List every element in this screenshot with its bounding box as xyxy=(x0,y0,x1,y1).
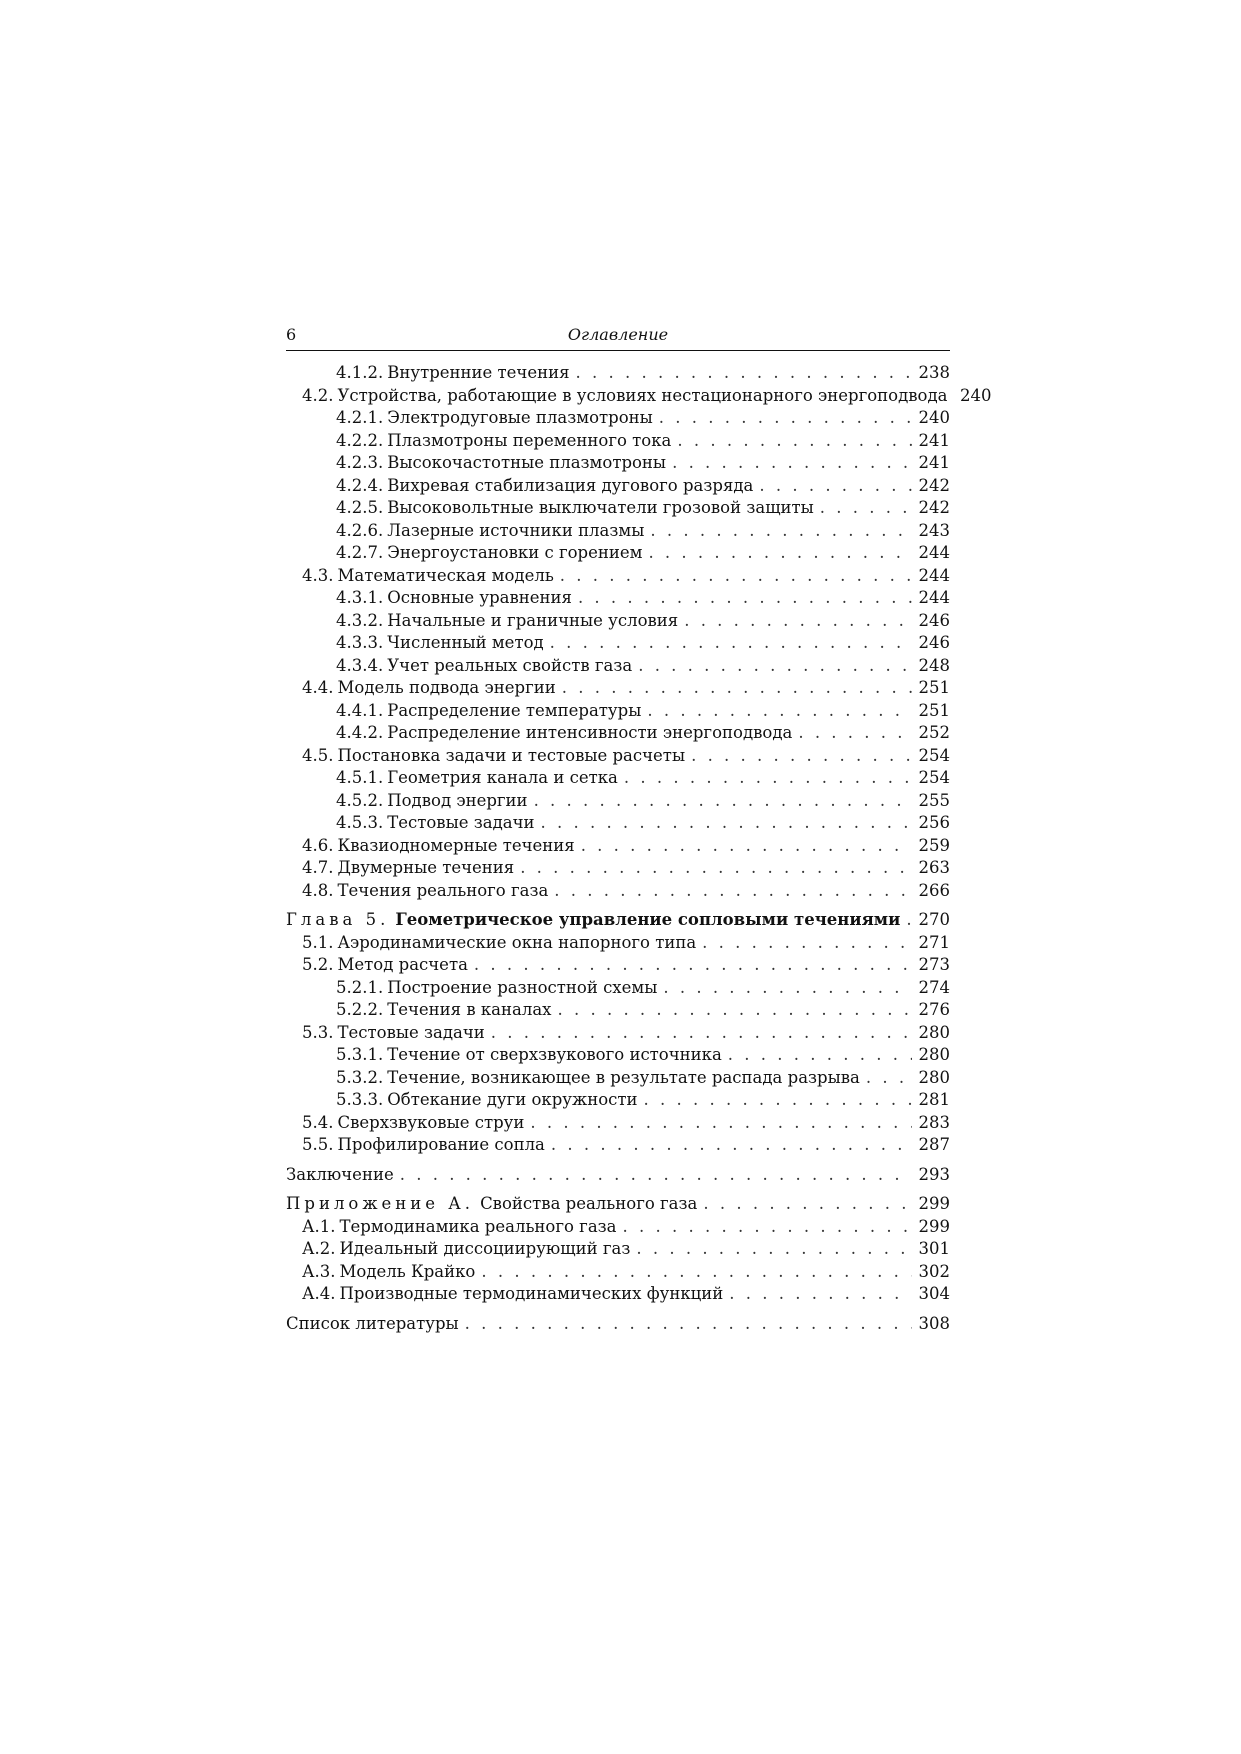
toc-title: Заключение xyxy=(286,1164,394,1184)
toc-entry xyxy=(286,1112,950,1135)
toc-entry xyxy=(286,812,950,835)
toc-entry xyxy=(286,932,950,955)
toc-entry xyxy=(286,722,950,745)
dot-leader xyxy=(581,835,912,858)
toc-section-number: 5.3.1. xyxy=(336,1045,384,1064)
toc-page-number: 241 xyxy=(918,453,950,472)
toc-section-number: А.4. xyxy=(302,1284,336,1303)
dot-leader xyxy=(623,1216,912,1239)
toc-page-number: 266 xyxy=(918,880,950,900)
toc-page-number: 308 xyxy=(918,1313,950,1333)
toc-section-number: 5.3.3. xyxy=(336,1090,384,1109)
toc-entry xyxy=(286,1134,950,1157)
toc-section-number: А.3. xyxy=(302,1261,336,1281)
toc-section-number: 4.1.2. xyxy=(336,363,384,382)
page-number: 6 xyxy=(286,325,297,344)
toc-title: Двумерные течения xyxy=(337,858,515,877)
dot-leader xyxy=(576,362,913,385)
toc-page-number: 281 xyxy=(918,1090,950,1109)
dot-leader xyxy=(578,587,912,610)
toc-section-number: 4.2.4. xyxy=(336,475,384,495)
toc-entry xyxy=(286,542,950,565)
toc-page-number: 242 xyxy=(918,498,950,517)
toc-section-number: 4.2.5. xyxy=(336,498,384,517)
toc-section-number: 4.5.2. xyxy=(336,790,384,810)
toc-title: Список литературы xyxy=(286,1313,459,1333)
toc-entry xyxy=(286,1022,950,1045)
toc-entry xyxy=(286,475,950,498)
dot-leader xyxy=(702,932,912,955)
toc-entry xyxy=(286,587,950,610)
dot-leader xyxy=(562,677,912,700)
running-title: Оглавление xyxy=(567,325,669,344)
toc-page-number: 287 xyxy=(918,1135,950,1154)
toc-entry xyxy=(286,1164,950,1187)
dot-leader xyxy=(648,542,912,565)
toc-section-number: А.2. xyxy=(302,1239,336,1258)
toc-entry xyxy=(286,385,992,408)
dot-leader xyxy=(798,722,912,745)
toc-page-number: 263 xyxy=(918,858,950,877)
toc-entry xyxy=(286,1089,950,1112)
toc-title: Построение разностной схемы xyxy=(387,977,658,997)
toc-title: Электродуговые плазмотроны xyxy=(387,408,653,427)
running-header xyxy=(286,322,950,351)
toc-title: Тестовые задачи xyxy=(337,1022,485,1042)
dot-leader xyxy=(551,1134,912,1157)
dot-leader xyxy=(759,475,912,498)
toc-section-number: 4.8. xyxy=(302,880,334,900)
toc-section-number: 5.5. xyxy=(302,1135,334,1154)
toc-section-number: 4.3.3. xyxy=(336,633,384,652)
toc-page-number: 276 xyxy=(918,1000,950,1019)
toc-entry xyxy=(286,1044,950,1067)
dot-leader xyxy=(729,1283,912,1306)
toc-page-number: 283 xyxy=(918,1112,950,1132)
toc-title: Внутренние течения xyxy=(387,363,570,382)
toc-title: Численный метод xyxy=(387,633,544,652)
toc-page-number: 280 xyxy=(918,1067,950,1087)
dot-leader xyxy=(703,1193,912,1216)
toc-title: Математическая модель xyxy=(337,565,554,585)
dot-leader xyxy=(534,790,912,813)
toc-page-number: 293 xyxy=(918,1164,950,1184)
toc-title: Энергоустановки с горением xyxy=(387,543,643,562)
toc-title: Распределение температуры xyxy=(387,700,642,720)
toc-section-number: 4.3.4. xyxy=(336,655,384,675)
dot-leader xyxy=(659,407,912,430)
toc-title: Модель подвода энергии xyxy=(337,678,556,697)
toc-entry xyxy=(286,999,950,1022)
toc-page-number: 270 xyxy=(918,910,950,929)
toc-page-number: 248 xyxy=(918,655,950,675)
toc-entry xyxy=(286,407,950,430)
toc-title: Высокочастотные плазмотроны xyxy=(387,453,667,472)
toc-title: Распределение интенсивности энергоподвода xyxy=(387,723,793,742)
toc-title: Геометрическое управление сопловыми течениями xyxy=(395,910,901,929)
dot-leader xyxy=(906,909,912,932)
toc-entry xyxy=(286,880,950,903)
toc-section-number: 5.4. xyxy=(302,1112,334,1132)
dot-leader xyxy=(820,497,912,520)
toc-title: Течения реального газа xyxy=(337,880,549,900)
toc-title: Постановка задачи и тестовые расчеты xyxy=(337,745,686,765)
toc-section-number: 4.2.2. xyxy=(336,430,384,450)
toc-section-number: 4.2.7. xyxy=(336,543,384,562)
toc-section-number: 4.4.1. xyxy=(336,700,384,720)
toc-entry xyxy=(286,857,950,880)
toc-section-number: 4.6. xyxy=(302,835,334,855)
toc-title: Подвод энергии xyxy=(387,790,528,810)
toc-title: Устройства, работающие в условиях нестационарного энергоподвода xyxy=(337,385,948,405)
dot-leader xyxy=(672,452,912,475)
dot-leader xyxy=(550,632,912,655)
toc-section-number: 5.1. xyxy=(302,932,334,952)
toc-page-number: 251 xyxy=(918,700,950,720)
toc-entry xyxy=(286,452,950,475)
toc-entry xyxy=(286,497,950,520)
toc-page-number: 244 xyxy=(918,565,950,585)
dot-leader xyxy=(647,700,912,723)
toc-entry xyxy=(286,954,950,977)
toc-entry xyxy=(286,655,950,678)
toc-section-number: 4.5.3. xyxy=(336,813,384,832)
toc-page-number: 241 xyxy=(918,430,950,450)
toc-entry xyxy=(286,610,950,633)
toc-section-number: 5.3. xyxy=(302,1022,334,1042)
toc-page-number: 273 xyxy=(918,955,950,974)
dot-leader xyxy=(684,610,912,633)
toc-entry xyxy=(286,1238,950,1261)
toc-page-number: 254 xyxy=(918,768,950,787)
toc-chapter-entry xyxy=(286,1193,950,1216)
toc-title: Термодинамика реального газа xyxy=(339,1216,617,1236)
toc-page-number: 238 xyxy=(918,363,950,382)
toc-page-number: 304 xyxy=(918,1284,950,1303)
toc-section-number: 4.4.2. xyxy=(336,723,384,742)
toc-section-number: 5.3.2. xyxy=(336,1067,384,1087)
dot-leader xyxy=(650,520,912,543)
toc-page-number: 243 xyxy=(918,520,950,540)
toc-title: Производные термодинамических функций xyxy=(339,1284,724,1303)
toc-page-number: 244 xyxy=(918,543,950,562)
toc-title: Плазмотроны переменного тока xyxy=(387,430,672,450)
toc-title: Течение от сверхзвукового источника xyxy=(387,1045,722,1064)
toc-entry xyxy=(286,520,950,543)
toc-section-number: 4.5.1. xyxy=(336,768,384,787)
toc-page-number: 246 xyxy=(918,610,950,630)
toc-page-number: 280 xyxy=(918,1045,950,1064)
dot-leader xyxy=(636,1238,912,1261)
toc-title: Аэродинамические окна напорного типа xyxy=(337,932,697,952)
toc-page-number: 301 xyxy=(918,1239,950,1258)
toc-page-number: 280 xyxy=(918,1022,950,1042)
toc-page-number: 246 xyxy=(918,633,950,652)
toc-page-number: 254 xyxy=(918,745,950,765)
toc-entry xyxy=(286,565,950,588)
dot-leader xyxy=(474,954,912,977)
toc-page-number: 274 xyxy=(918,977,950,997)
toc-entry xyxy=(286,790,950,813)
toc-page-number: 271 xyxy=(918,932,950,952)
toc-title: Идеальный диссоциирующий газ xyxy=(339,1239,631,1258)
toc-chapter-label: Приложение А. xyxy=(286,1194,475,1213)
toc-entry xyxy=(286,745,950,768)
toc-entry xyxy=(286,1261,950,1284)
toc-section-number: 5.2.1. xyxy=(336,977,384,997)
toc-entry xyxy=(286,767,950,790)
toc-title: Свойства реального газа xyxy=(480,1194,698,1213)
toc-entry xyxy=(286,700,950,723)
toc-entry xyxy=(286,1313,950,1336)
dot-leader xyxy=(663,977,912,1000)
toc-title: Геометрия канала и сетка xyxy=(387,768,618,787)
dot-leader xyxy=(520,857,912,880)
toc-chapter-entry xyxy=(286,909,950,932)
dot-leader xyxy=(728,1044,912,1067)
toc-section-number: 4.3.1. xyxy=(336,588,384,607)
dot-leader xyxy=(638,655,912,678)
toc-entry xyxy=(286,430,950,453)
toc-title: Тестовые задачи xyxy=(387,813,535,832)
toc-title: Квазиодномерные течения xyxy=(337,835,575,855)
table-of-contents xyxy=(286,362,992,1335)
toc-title: Высоковольтные выключатели грозовой защиты xyxy=(387,498,814,517)
toc-page-number: 255 xyxy=(918,790,950,810)
dot-leader xyxy=(644,1089,913,1112)
toc-section-number: 4.5. xyxy=(302,745,334,765)
dot-leader xyxy=(400,1164,912,1187)
toc-title: Обтекание дуги окружности xyxy=(387,1090,638,1109)
dot-leader xyxy=(624,767,912,790)
toc-section-number: 5.2. xyxy=(302,955,334,974)
toc-entry xyxy=(286,1216,950,1239)
toc-page-number: 244 xyxy=(918,588,950,607)
dot-leader xyxy=(481,1261,912,1284)
toc-page-number: 302 xyxy=(918,1261,950,1281)
toc-title: Вихревая стабилизация дугового разряда xyxy=(387,475,754,495)
toc-entry xyxy=(286,977,950,1000)
toc-page-number: 299 xyxy=(918,1216,950,1236)
toc-title: Сверхзвуковые струи xyxy=(337,1112,525,1132)
toc-title: Основные уравнения xyxy=(387,588,572,607)
toc-title: Учет реальных свойств газа xyxy=(387,655,633,675)
toc-section-number: 5.2.2. xyxy=(336,1000,384,1019)
toc-title: Течение, возникающее в результате распада разрыва xyxy=(387,1067,860,1087)
toc-section-number: 4.2.3. xyxy=(336,453,384,472)
dot-leader xyxy=(691,745,912,768)
toc-page-number: 256 xyxy=(918,813,950,832)
toc-title: Начальные и граничные условия xyxy=(387,610,679,630)
toc-page-number: 252 xyxy=(918,723,950,742)
toc-page-number: 251 xyxy=(918,678,950,697)
toc-entry xyxy=(286,835,950,858)
dot-leader xyxy=(465,1313,912,1336)
toc-title: Лазерные источники плазмы xyxy=(387,520,645,540)
dot-leader xyxy=(866,1067,912,1090)
toc-entry xyxy=(286,1067,950,1090)
toc-page-number: 242 xyxy=(918,475,950,495)
dot-leader xyxy=(560,565,912,588)
toc-chapter-label: Глава 5. xyxy=(286,910,390,929)
toc-section-number: А.1. xyxy=(302,1216,336,1236)
toc-entry xyxy=(286,1283,950,1306)
toc-section-number: 4.3.2. xyxy=(336,610,384,630)
toc-page-number: 240 xyxy=(959,385,992,405)
toc-page-number: 259 xyxy=(918,835,950,855)
toc-title: Течения в каналах xyxy=(387,1000,552,1019)
toc-entry xyxy=(286,677,950,700)
dot-leader xyxy=(540,812,912,835)
toc-section-number: 4.3. xyxy=(302,565,334,585)
dot-leader xyxy=(557,999,912,1022)
toc-title: Модель Крайко xyxy=(339,1261,476,1281)
toc-entry xyxy=(286,362,950,385)
toc-section-number: 4.4. xyxy=(302,678,334,697)
dot-leader xyxy=(491,1022,912,1045)
dot-leader xyxy=(530,1112,912,1135)
book-page xyxy=(286,322,992,1335)
toc-section-number: 4.2.6. xyxy=(336,520,384,540)
toc-section-number: 4.2.1. xyxy=(336,408,384,427)
toc-section-number: 4.7. xyxy=(302,858,334,877)
toc-section-number: 4.2. xyxy=(302,385,334,405)
dot-leader xyxy=(554,880,912,903)
toc-title: Профилирование сопла xyxy=(337,1135,545,1154)
toc-page-number: 240 xyxy=(918,408,950,427)
dot-leader xyxy=(677,430,912,453)
toc-entry xyxy=(286,632,950,655)
toc-title: Метод расчета xyxy=(337,955,468,974)
toc-page-number: 299 xyxy=(918,1194,950,1213)
